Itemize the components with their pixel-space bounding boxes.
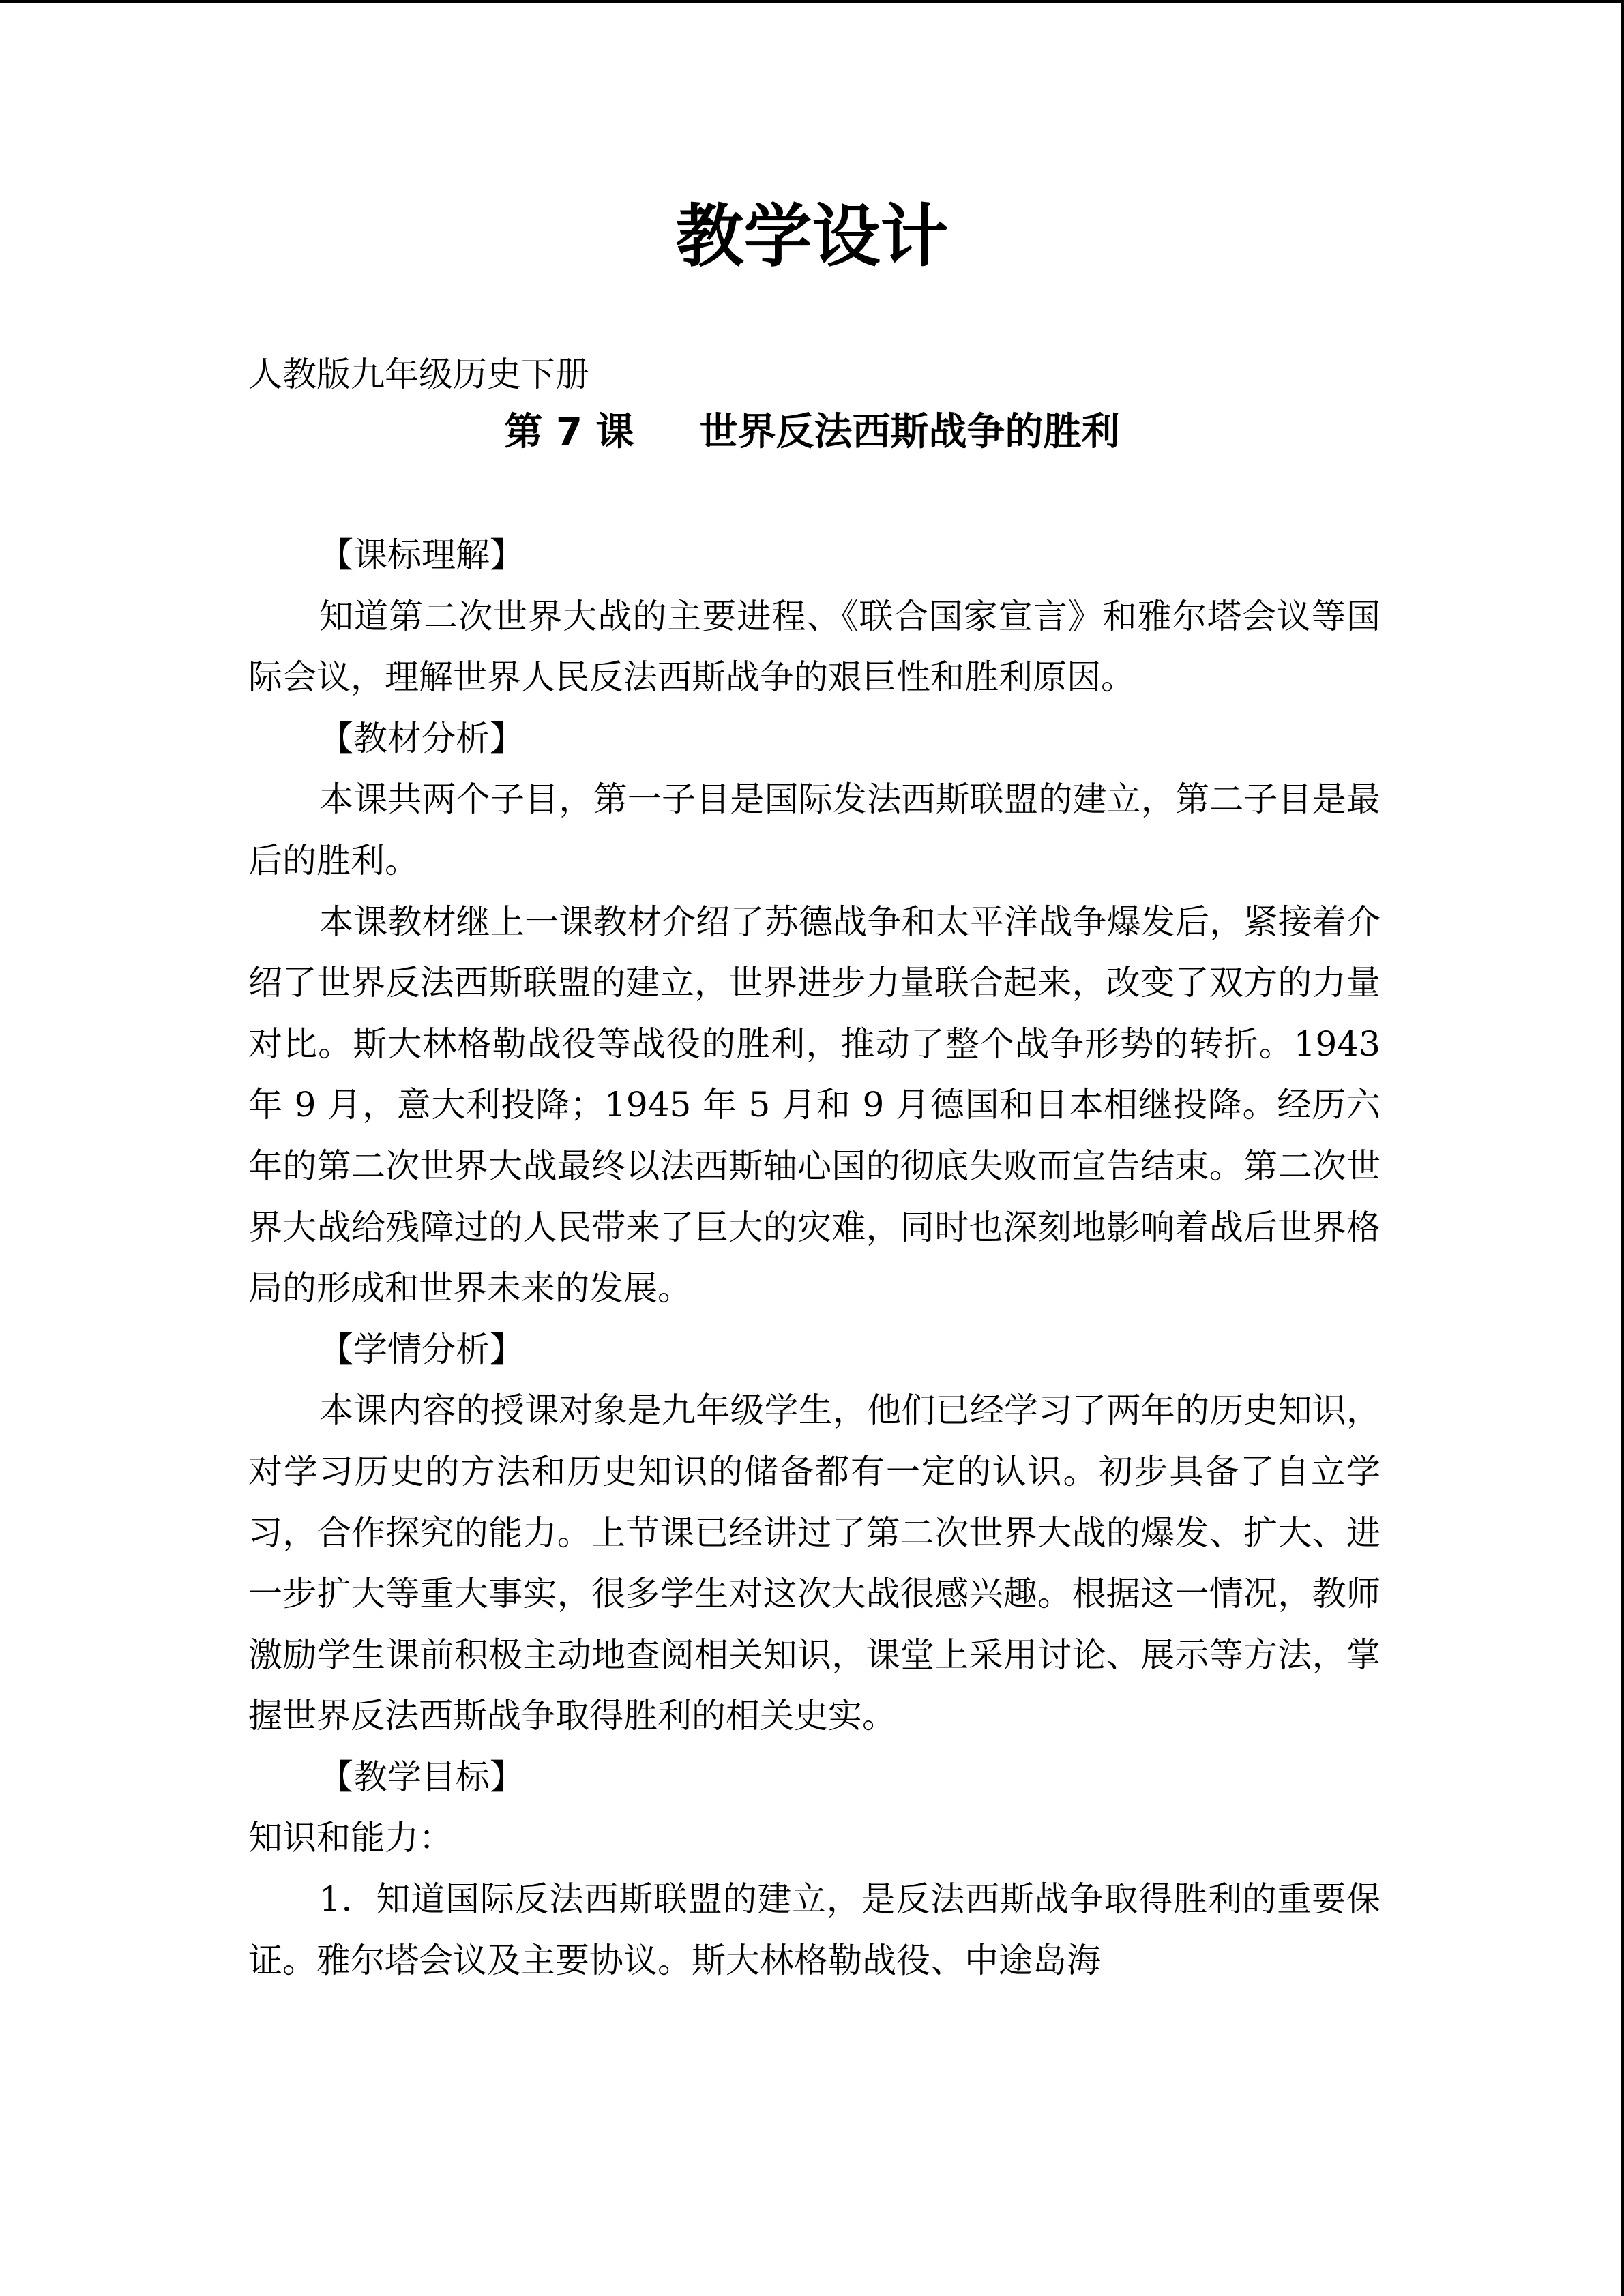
textbook-analysis-paragraph-2: 本课教材继上一课教材介绍了苏德战争和太平洋战争爆发后，紧接着介绍了世界反法西斯联盟的建立，世界进步力量联合起来，改变了双方的力量对比。斯大林格勒战役等战役的胜利，推动了整个战争形势的转折。1943 年 9 月，意大利投降；1945 年 5 月和 9 月德国和日本相继投降。经历六年的第二次世界大战最终以法西斯轴心国的彻底失败而宣告结束。第二次世界大战给残障过的人民带来了巨大的灾难，同时也深刻地影响着战后世界格局的形成和世界未来的发展。 [248, 901, 1381, 1309]
page-border-top [0, 0, 1624, 3]
textbook-label: 人教版九年级历史下册 [248, 355, 589, 394]
section-heading-curriculum: 【课标理解】 [319, 535, 524, 575]
lesson-title [0, 406, 1624, 458]
lesson-name: 世界反法西斯战争的胜利 [699, 410, 1120, 454]
curriculum-paragraph: 知道第二次世界大战的主要进程、《联合国家宣言》和雅尔塔会议等国际会议，理解世界人民反法西斯战争的艰巨性和胜利原因。 [248, 596, 1381, 698]
objective-item-1: 1．知道国际反法西斯联盟的建立，是反法西斯战争取得胜利的重要保证。雅尔塔会议及主要协议。斯大林格勒战役、中途岛海 [248, 1879, 1381, 1980]
section-heading-objectives: 【教学目标】 [319, 1757, 524, 1797]
document-body [248, 525, 1381, 1991]
lesson-number: 第 7 课 [504, 410, 634, 454]
student-analysis-paragraph: 本课内容的授课对象是九年级学生，他们已经学习了两年的历史知识，对学习历史的方法和历史知识的储备都有一定的认识。初步具备了自立学习，合作探究的能力。上节课已经讲过了第二次世界大战的爆发、扩大、进一步扩大等重大事实，很多学生对这次大战很感兴趣。根据这一情况，教师激励学生课前积极主动地查阅相关知识，课堂上采用讨论、展示等方法，掌握世界反法西斯战争取得胜利的相关史实。 [248, 1390, 1381, 1736]
section-heading-textbook-analysis: 【教材分析】 [319, 718, 524, 758]
textbook-analysis-paragraph-1: 本课共两个子目，第一子目是国际发法西斯联盟的建立，第二子目是最后的胜利。 [248, 779, 1381, 880]
section-heading-student-analysis: 【学情分析】 [319, 1329, 524, 1369]
objectives-subheading: 知识和能力： [248, 1818, 453, 1858]
document-title: 教学设计 [675, 196, 949, 276]
page-border-right [1621, 0, 1624, 2296]
